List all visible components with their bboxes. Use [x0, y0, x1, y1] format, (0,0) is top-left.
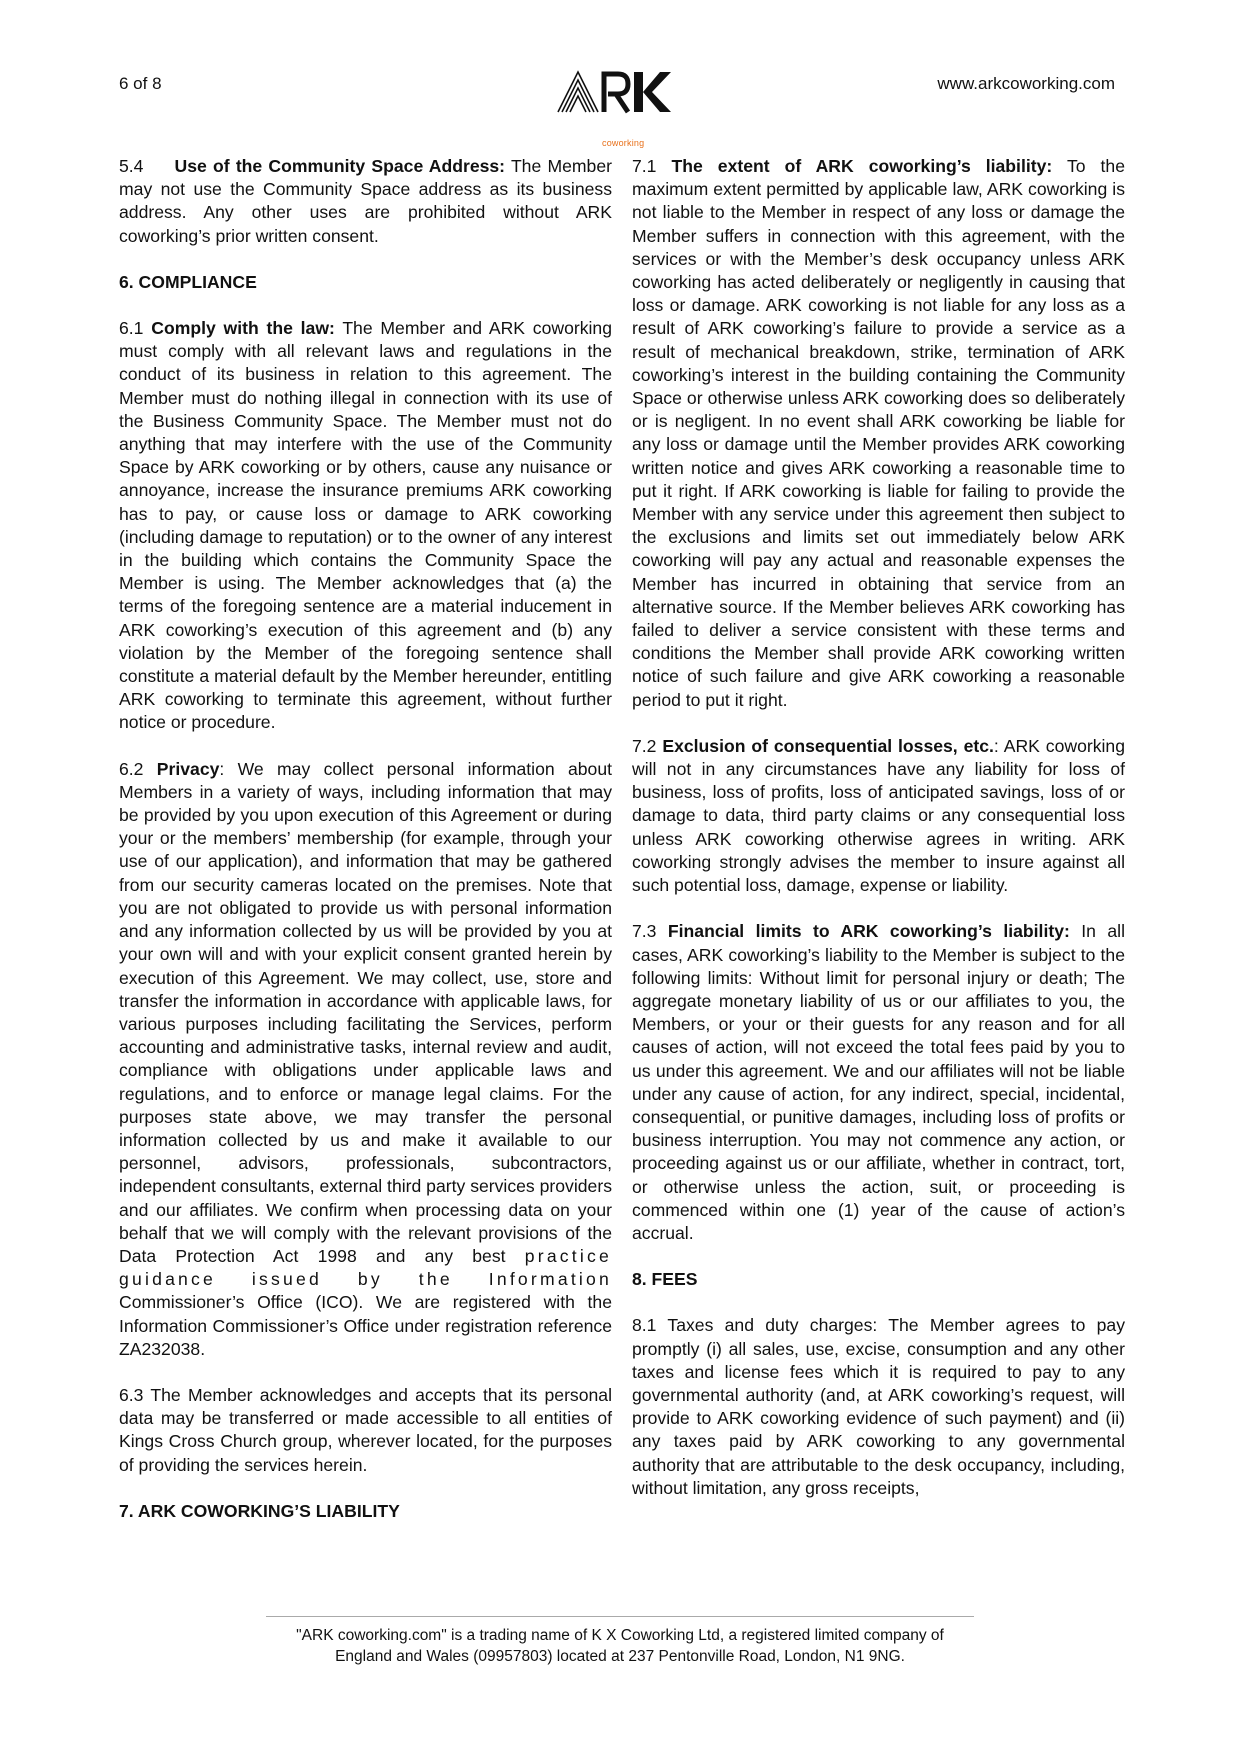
section-heading-fees: 8. FEES — [632, 1269, 698, 1290]
clause-body-end: Commissioner’s Office (ICO). We are registered with the Information Commissioner’s Office under registration reference ZA232038. — [119, 1292, 612, 1359]
clause-number: 5.4 — [119, 156, 144, 176]
clause-body: : We may collect personal information about Members in a variety of ways, including information that may be provided by you upon execution of this Agreement or during your or the members’ membership (for example, through your use of our application), and information that may be gathered from our security cameras located on the premises. Note that you are not obligated to provide us with personal information and any information collected by us will be provided by you at your own will and with your explicit consent granted herein by execution of this Agreement. We may collect, use, store and transfer the information in accordance with applicable laws, for various purposes including facilitating the Services, perform accounting and administrative tasks, internal review and audit, compliance with obligations under applicable laws and regulations, and to enforce or manage legal claims. For the purposes state above, we may transfer the personal information collected by us and make it available to our personnel, advisors, professionals, subcontractors, independent consultants, external third party services providers and our affiliates. We confirm when processing data on your behalf that we will comply with the relevant provisions of the Data Protection Act 1998 and any best — [119, 758, 612, 1266]
clause-number: 7.3 — [632, 921, 657, 942]
website-url: www.arkcoworking.com — [937, 74, 1115, 93]
clause-7-1 — [632, 155, 1125, 712]
section-heading-compliance: 6. COMPLIANCE — [119, 271, 257, 292]
clause-body: To the maximum extent permitted by applicable law, ARK coworking is not liable to the Member in respect of any loss or damage the Member suffers in connection with this agreement, with the services or with the Member’s desk occupancy unless ARK coworking has acted deliberately or negligently in causing that loss or damage. ARK coworking is not liable for any loss as a result of ARK coworking’s failure to provide a service as a result of mechanical breakdown, strike, termination of ARK coworking’s interest in the building containing the Community Space or otherwise unless ARK coworking does so deliberately or is negligent. In no event shall ARK coworking be liable for any loss or damage until the Member provides ARK coworking written notice and gives ARK coworking a reasonable time to put it right. If ARK coworking is liable for failing to provide the Member with any service under this agreement then subject to the exclusions and limits set out immediately below ARK coworking will pay any actual and reasonable expenses the Member has incurred in obtaining that service from an alternative source. If the Member believes ARK coworking has failed to deliver a service consistent with these terms and conditions the Member shall provide ARK coworking written notice of such failure and give ARK coworking a reasonable period to put it right. — [632, 156, 1125, 710]
clause-number: 7.2 — [632, 735, 657, 756]
clause-number: 6.2 — [119, 758, 144, 779]
clause-title: Use of the Community Space Address: — [174, 156, 506, 176]
clause-6-3: 6.3 The Member acknowledges and accepts that its personal data may be transferred or made accessible to all entities of Kings Cross Church group, wherever located, for the purposes of providing the services herein. — [119, 1384, 612, 1475]
clause-title: Exclusion of consequential losses, etc. — [662, 735, 994, 756]
clause-body: In all cases, ARK coworking’s liability to the Member is subject to the following limits: Without limit for personal injury or death; The aggregate monetary liability of us or our affiliates to you, the Members, or your or their guests for any reason and for all causes of action, will not exceed the total fees paid by you to us under this agreement. We and our affiliates will not be liable under any cause of action, for any indirect, special, incidental, consequential, or punitive damages, including loss of profits or business interruption. You may not commence any action, or proceeding against us or our affiliate, whether in contract, tort, or otherwise unless the action, suit, or proceeding is commenced within one (1) year of the cause of action’s accrual. — [632, 921, 1125, 1243]
clause-6-2 — [119, 758, 612, 1361]
clause-6-1 — [119, 317, 612, 735]
clause-title: Comply with the law: — [151, 318, 335, 339]
page-number: 6 of 8 — [119, 74, 162, 93]
ark-logo-mark — [556, 68, 686, 138]
clause-number: 7.1 — [632, 156, 657, 176]
clause-7-2 — [632, 735, 1125, 897]
clause-body: The Member may not use the Community Space address as its business address. Any other uses are prohibited without ARK coworking’s prior written consent. — [119, 156, 612, 246]
clause-body: : ARK coworking will not in any circumstances have any liability for loss of business, loss of profits, loss of anticipated savings, loss of or damage to data, third party claims or any consequential loss unless ARK coworking otherwise agrees in writing. ARK coworking strongly advises the member to insure against all such potential loss, damage, expense or liability. — [632, 735, 1125, 896]
footer-line-1: "ARK coworking.com" is a trading name of K X Coworking Ltd, a registered limited company of — [296, 1627, 944, 1644]
clause-title: Privacy — [156, 758, 220, 779]
footer-divider — [266, 1616, 974, 1617]
clause-title: The extent of ARK coworking’s liability: — [671, 156, 1053, 176]
clause-5-4 — [119, 155, 612, 248]
footer-line-2: England and Wales (09957803) located at 237 Pentonville Road, London, N1 9NG. — [335, 1648, 905, 1665]
right-column — [632, 155, 1125, 1523]
clause-number: 6.1 — [119, 318, 144, 339]
clause-title: Financial limits to ARK coworking’s liability: — [667, 921, 1070, 942]
clause-body-spaced: practice guidance issued by the Information — [119, 1245, 612, 1290]
clause-8-1: 8.1 Taxes and duty charges: The Member agrees to pay promptly (i) all sales, use, excise, consumption and any other taxes and license fees which it is required to pay to any governmental authority (and, at ARK coworking’s request, will provide to ARK coworking evidence of such payment) and (ii) any taxes paid by ARK coworking to any governmental authority that are attributable to the desk occupancy, including, without limitation, any gross receipts, — [632, 1315, 1125, 1498]
clause-body: The Member and ARK coworking must comply with all relevant laws and regulations in the conduct of its business in relation to this agreement. The Member must do nothing illegal in connection with its use of the Business Community Space. The Member must not do anything that may interfere with the use of the Community Space by ARK coworking or by others, cause any nuisance or annoyance, increase the insurance premiums ARK coworking has to pay, or cause loss or damage to ARK coworking (including damage to reputation) or to the owner of any interest in the building which contains the Community Space the Member is using. The Member acknowledges that (a) the terms of the foregoing sentence are a material inducement in ARK coworking’s execution of this agreement and (b) any violation by the Member of the foregoing sentence shall constitute a material default by the Member hereunder, entitling ARK coworking to terminate this agreement, without further notice or procedure. — [119, 318, 612, 733]
clause-7-3 — [632, 920, 1125, 1245]
left-column — [119, 155, 612, 1546]
footer — [200, 1625, 1040, 1667]
logo-subtitle: coworking — [602, 138, 645, 148]
section-heading-liability: 7. ARK COWORKING’S LIABILITY — [119, 1500, 400, 1521]
